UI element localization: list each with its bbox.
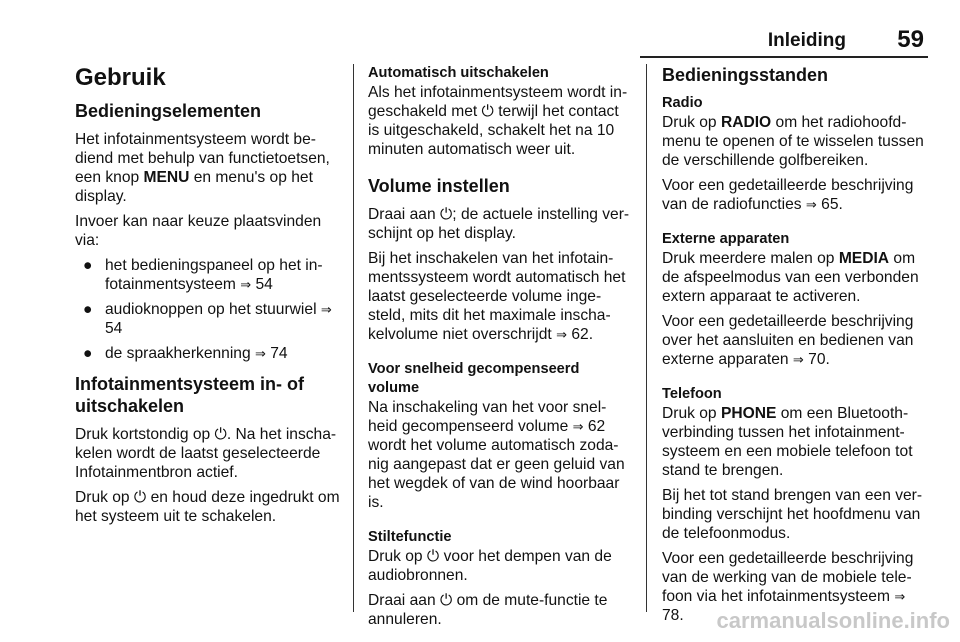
paragraph: Bij het inschakelen van het infotain-mentssysteem wordt automatisch het laatst geselecteerde volume inge-steld, mits dit het maximale inscha-kelvolume niet overschrijdt ⇒ 62. [368, 250, 626, 343]
bullet-list [75, 256, 347, 363]
heading-mute: Stiltefunctie [368, 529, 452, 545]
paragraph: Voor een gedetailleerde beschrijving van de radiofuncties ⇒ 65. [662, 177, 914, 213]
bullet-icon: ● [83, 257, 93, 274]
paragraph: Bij het tot stand brengen van een ver-binding verschijnt het hoofdmenu van de telefoonmodus. [662, 487, 923, 542]
column-2 [368, 64, 632, 635]
paragraph: Voor een gedetailleerde beschrijving over het aansluiten en bedienen van externe apparaten ⇒ 70. [662, 313, 914, 368]
page-ref[interactable]: 62 [587, 418, 606, 435]
paragraph: Na inschakeling van het voor snel-heid gecompenseerd volume ⇒ 62 wordt het volume automatisch zoda-nig aangepast dat er geen geluid van het wegdek of van de wind hoorbaar is. [368, 399, 625, 511]
page-ref[interactable]: 62 [571, 326, 589, 343]
column-1 [75, 64, 347, 532]
paragraph: Druk meerdere malen op MEDIA om de afspeelmodus van een verbonden extern apparaat te activeren. [662, 250, 919, 305]
column-3 [662, 64, 928, 631]
page-number: 59 [897, 26, 924, 53]
page-ref-icon: ⇒ [805, 197, 817, 212]
paragraph: Druk op RADIO om het radiohoofd-menu te openen of te wisselen tussen de verschillende golfbereiken. [662, 114, 924, 169]
watermark: carmanualsonline.info [716, 608, 950, 633]
paragraph: Druk op ⏻ voor het dempen van de audiobronnen. [368, 548, 612, 584]
page-ref-icon: ⇒ [556, 327, 567, 342]
heading-external: Externe apparaten [662, 231, 790, 247]
section-title: Inleiding [767, 30, 846, 51]
paragraph: Draai aan ⏻; de actuele instelling ver-schijnt op het display. [368, 206, 630, 242]
heading-auto-off: Automatisch uitschakelen [368, 65, 549, 81]
heading-controls: Bedieningselementen [75, 101, 262, 121]
list-item: ● audioknoppen op het stuurwiel ⇒ 54 [83, 301, 332, 337]
page-ref-icon: ⇒ [572, 419, 584, 434]
heading-modes: Bedieningsstanden [662, 65, 829, 85]
paragraph: Als het infotainmentsysteem wordt in-geschakeld met ⏻ terwijl het contact is uitgeschakeld, schakelt het na 10 minuten automatisch weer uit. [368, 84, 628, 158]
page-ref[interactable]: 70 [808, 351, 826, 368]
list-item: ● het bedieningspaneel op het in-fotainmentsysteem ⇒ 54 [83, 257, 323, 293]
page-ref-icon: ⇒ [254, 346, 266, 361]
paragraph: Voor een gedetailleerde beschrijving van de werking van de mobiele tele-foon via het infotainmentsysteem ⇒ 78. [662, 550, 914, 624]
page-ref[interactable]: 54 [255, 276, 273, 293]
heading-on-off: Infotainmentsysteem in- of uitschakelen [75, 374, 305, 416]
page-ref[interactable]: 74 [270, 345, 288, 362]
paragraph: Het infotainmentsysteem wordt be-diend met behulp van functietoetsen, een knop MENU en menu's op het display. [75, 131, 330, 205]
paragraph: Druk op ⏻ en houd deze ingedrukt om het systeem uit te schakelen. [75, 489, 340, 525]
bullet-icon: ● [83, 345, 93, 362]
heading-phone: Telefoon [662, 386, 722, 402]
column-divider [646, 64, 647, 612]
page-header [640, 26, 928, 58]
page-ref[interactable]: 65 [821, 196, 839, 213]
heading-volume: Volume instellen [368, 176, 510, 196]
column-divider [353, 64, 354, 612]
bullet-icon: ● [83, 301, 93, 318]
heading-gebruik: Gebruik [75, 64, 166, 91]
list-item: ● de spraakherkenning ⇒ 74 [83, 345, 288, 362]
page-ref-icon: ⇒ [894, 589, 906, 604]
page-ref[interactable]: 78 [662, 607, 680, 624]
paragraph: Druk kortstondig op ⏻. Na het inscha-kelen wordt de laatst geselecteerde Infotainmentbron actief. [75, 426, 337, 481]
page-ref-icon: ⇒ [792, 352, 804, 367]
paragraph: Druk op PHONE om een Bluetooth-verbinding tussen het infotainment-systeem en een mobiele telefoon tot stand te brengen. [662, 405, 913, 479]
page-ref-icon: ⇒ [320, 302, 332, 317]
heading-speed-volume: Voor snelheid gecompenseerd volume [368, 361, 580, 396]
page-ref-icon: ⇒ [240, 277, 252, 292]
paragraph: Invoer kan naar keuze plaatsvinden via: [75, 213, 322, 249]
page-ref[interactable]: 54 [105, 320, 123, 337]
heading-radio: Radio [662, 95, 703, 111]
paragraph: Draai aan ⏻ om de mute-functie te annuleren. [368, 592, 608, 628]
